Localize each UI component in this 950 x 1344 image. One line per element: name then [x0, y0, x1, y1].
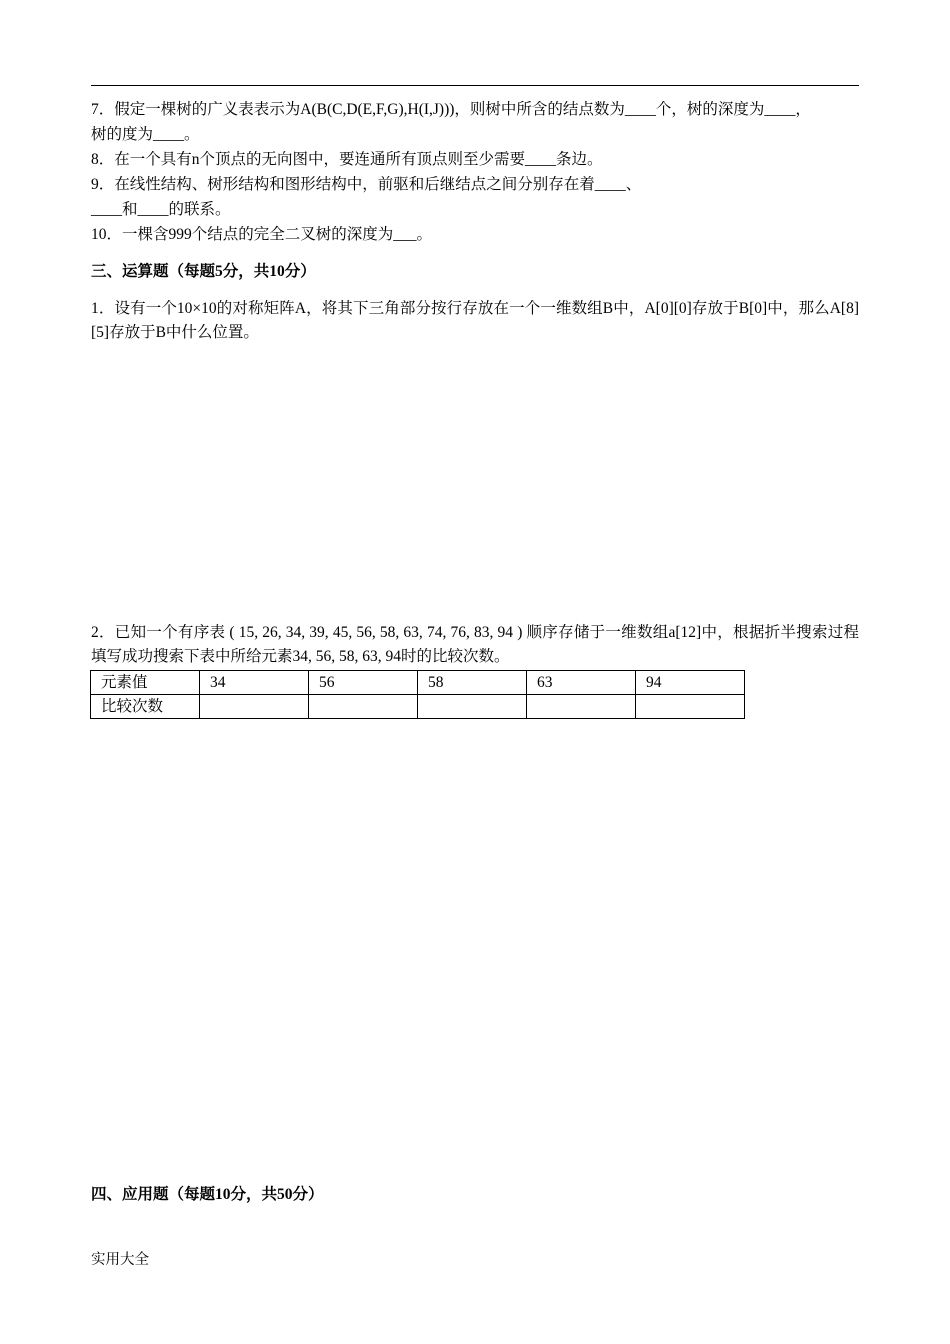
table-cell-answer[interactable]	[309, 695, 418, 719]
table-cell: 元素值	[91, 671, 200, 695]
section-4-heading: 四、应用题（每题10分，共50分）	[91, 1186, 324, 1203]
section-3-question-1: 1．设有一个10×10的对称矩阵A，将其下三角部分按行存放在一个一维数组B中，A[0][0]存放于B[0]中，那么A[8][5]存放于B中什么位置。	[91, 300, 859, 341]
table-cell: 比较次数	[91, 695, 200, 719]
header-rule	[91, 85, 859, 86]
table-cell: 63	[527, 671, 636, 695]
table-cell: 58	[418, 671, 527, 695]
table-cell: 34	[200, 671, 309, 695]
question-9-line-2: ____和____的联系。	[91, 201, 231, 218]
page-footer: 实用大全	[91, 1252, 149, 1268]
table-cell: 56	[309, 671, 418, 695]
section-3-heading: 三、运算题（每题5分，共10分）	[91, 263, 316, 280]
question-8: 8．在一个具有n个顶点的无向图中，要连通所有顶点则至少需要____条边。	[91, 151, 603, 168]
question-9-line-1: 9．在线性结构、树形结构和图形结构中，前驱和后继结点之间分别存在着____、	[91, 176, 642, 193]
question-7-line-2: 树的度为____。	[91, 126, 200, 143]
table-row	[91, 695, 745, 719]
table-cell-answer[interactable]	[418, 695, 527, 719]
question-10: 10．一棵含999个结点的完全二叉树的深度为___。	[91, 226, 433, 243]
comparison-table	[90, 670, 745, 719]
table-cell-answer[interactable]	[636, 695, 745, 719]
table-cell-answer[interactable]	[527, 695, 636, 719]
table-cell-answer[interactable]	[200, 695, 309, 719]
section-3-question-2: 2．已知一个有序表 ( 15, 26, 34, 39, 45, 56, 58, 63, 74, 76, 83, 94 ) 顺序存储于一维数组a[12]中，根据折半搜索过程填写成功搜索下表中所给元素34, 56, 58, 63, 94时的比较次数。	[91, 624, 859, 665]
table-row	[91, 671, 745, 695]
table-cell: 94	[636, 671, 745, 695]
question-7-line-1: 7．假定一棵树的广义表表示为A(B(C,D(E,F,G),H(I,J)))，则树中所含的结点数为____个，树的深度为____，	[91, 101, 811, 118]
